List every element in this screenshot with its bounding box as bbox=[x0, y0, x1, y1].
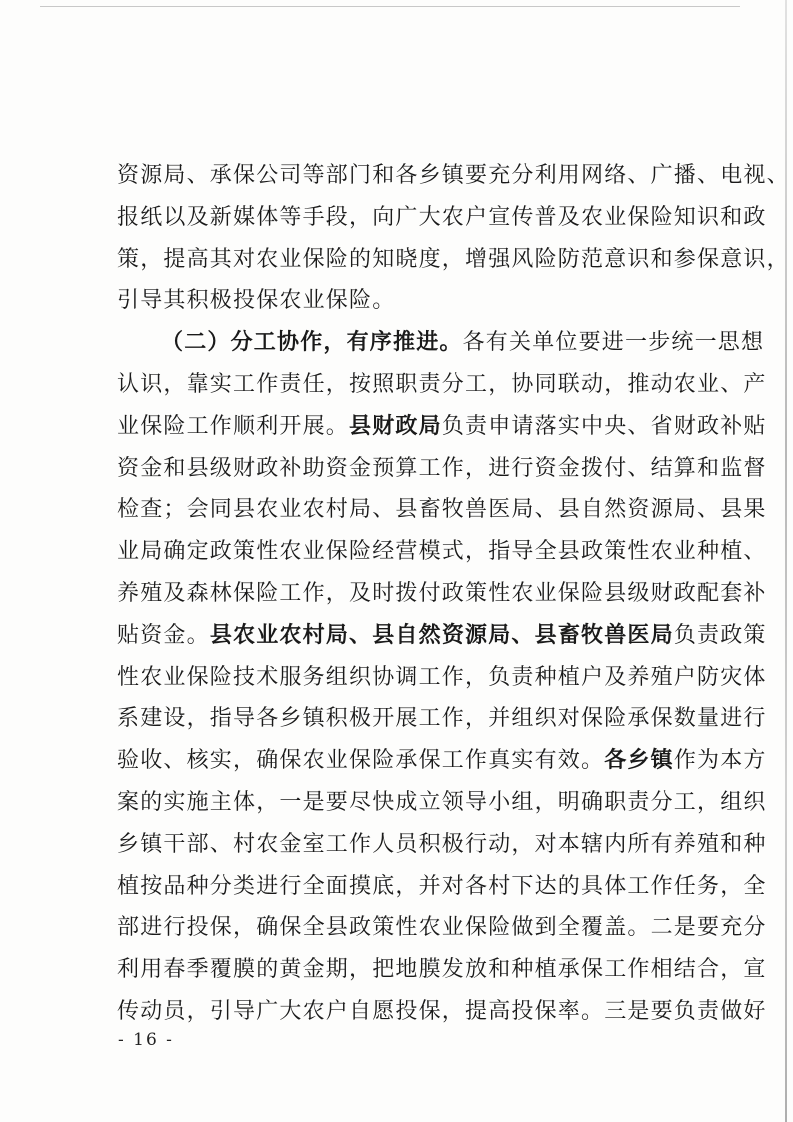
text-line bbox=[117, 740, 767, 782]
text-line bbox=[117, 197, 767, 239]
text-segment: 植按品种分类进行全面摸底，并对各村下达的具体工作任务，全 bbox=[117, 873, 767, 899]
text-line bbox=[117, 866, 767, 908]
text-line bbox=[117, 489, 767, 531]
text-line bbox=[117, 657, 767, 699]
text-line bbox=[117, 824, 767, 866]
text-segment: 验收、核实，确保农业保险承保工作真实有效。 bbox=[117, 748, 605, 774]
text-line bbox=[117, 531, 767, 573]
text-segment: 资金和县级财政补助资金预算工作，进行资金拨付、结算和监督 bbox=[117, 455, 767, 481]
text-line bbox=[117, 573, 767, 615]
text-segment: 业局确定政策性农业保险经营模式，指导全县政策性农业种植、 bbox=[117, 539, 767, 565]
text-segment: 贴资金。 bbox=[117, 622, 210, 648]
text-segment: 认识，靠实工作责任，按照职责分工，协同联动，推动农业、产 bbox=[117, 371, 767, 397]
text-segment: 检查；会同县农业农村局、县畜牧兽医局、县自然资源局、县果 bbox=[117, 497, 767, 523]
text-line bbox=[117, 239, 790, 281]
text-line bbox=[117, 949, 767, 991]
text-line bbox=[117, 907, 767, 949]
text-segment: 乡镇干部、村农金室工作人员积极行动，对本辖内所有养殖和种 bbox=[117, 831, 767, 857]
document-body bbox=[117, 155, 790, 1033]
scan-top-rule bbox=[40, 6, 740, 7]
text-line bbox=[117, 406, 767, 448]
text-line bbox=[117, 155, 790, 197]
text-segment: 资源局、承保公司等部门和各乡镇要充分利用网络、广播、电视、 bbox=[117, 163, 790, 188]
text-segment: 作为本方 bbox=[673, 748, 767, 774]
text-line bbox=[117, 280, 711, 322]
text-segment: 策，提高其对农业保险的知晓度，增强风险防范意识和参保意识， bbox=[117, 246, 790, 272]
text-segment: 养殖及森林保险工作，及时拨付政策性农业保险县级财政配套补 bbox=[117, 580, 767, 606]
text-segment: 性农业保险技术服务组织协调工作，负责种植户及养殖户防灾体 bbox=[117, 664, 767, 690]
page-number: - 16 - bbox=[118, 1030, 174, 1050]
text-line bbox=[117, 698, 767, 740]
bold-text-segment: （二）分工协作，有序推进。 bbox=[161, 329, 463, 356]
text-segment: 案的实施主体，一是要尽快成立领导小组，明确职责分工，组织 bbox=[117, 789, 767, 815]
text-line bbox=[117, 615, 767, 657]
text-segment: 系建设，指导各乡镇积极开展工作，并组织对保险承保数量进行 bbox=[117, 706, 767, 732]
bold-text-segment: 县农业农村局、县自然资源局、县畜牧兽医局 bbox=[209, 621, 674, 648]
bold-text-segment: 各乡镇 bbox=[604, 747, 674, 774]
bold-text-segment: 县财政局 bbox=[349, 412, 442, 439]
text-segment: 报纸以及新媒体等手段，向广大农户宣传普及农业保险知识和政 bbox=[117, 204, 767, 230]
text-segment: 业保险工作顺利开展。 bbox=[117, 413, 350, 439]
text-segment: 部进行投保，确保全县政策性农业保险做到全覆盖。二是要充分 bbox=[117, 915, 767, 941]
text-segment: 引导其积极投保农业保险。 bbox=[117, 288, 396, 314]
text-line bbox=[117, 991, 767, 1033]
text-segment: 传动员，引导广大农户自愿投保，提高投保率。三是要负责做好 bbox=[117, 998, 767, 1024]
text-line bbox=[117, 364, 767, 406]
text-line bbox=[117, 322, 765, 364]
text-line bbox=[117, 782, 767, 824]
text-line bbox=[117, 448, 767, 490]
text-segment: 负责政策 bbox=[673, 622, 767, 648]
text-segment: 各有关单位要进一步统一思想 bbox=[462, 330, 765, 356]
text-segment: 利用春季覆膜的黄金期，把地膜发放和种植承保工作相结合，宣 bbox=[117, 957, 767, 983]
text-segment: 负责申请落实中央、省财政补贴 bbox=[441, 413, 767, 439]
